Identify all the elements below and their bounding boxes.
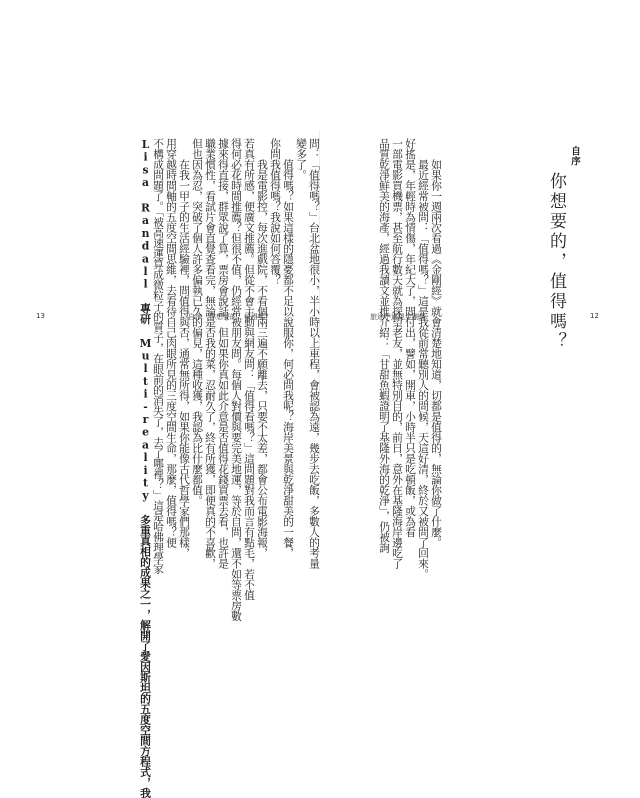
text-column: 變多了。 bbox=[295, 138, 308, 180]
text-column: 最近經常被問：「值得嗎？」這是我從前常聽別人的問候，天這好清，終於又被問了回來。 bbox=[417, 138, 430, 579]
text-column: 若真有所感，便廣文推薦。但從不會主動與網友問：「值得看嗎？」這問題對我而言有點毛，若不值 bbox=[243, 138, 256, 600]
text-column: 據來得直接，群眾說了算，票房會說話。但如果你真如此介意是否值得花錢買票去看，也許是 bbox=[217, 138, 230, 569]
text-column: 但也因為忍，突破了個人許多偏執已久的偏見，這種收獲，我認為比什麼都值。 bbox=[191, 138, 204, 506]
text-column: 品質乾淨鮮美的海產，經過我讀文並推介紹：「甘甜魚蝦證明了基隆外海的乾淨」，仍被詢 bbox=[378, 138, 391, 553]
text-column: 你問我值得嗎？我說如何答覆？ bbox=[269, 138, 282, 285]
chapter-label: 自序 bbox=[569, 146, 580, 166]
right-page-text bbox=[322, 138, 443, 579]
text-column: 職業慣性，看試片會直覺查看完，無論是否我的菜，忍耐久了，終有所獲，即便真的不喜歡， bbox=[204, 138, 217, 569]
text-column: Lisa Randall 專研 Multi-reality 多重真相的成果之一，解開了愛因斯坦的五度空間方程式，我 bbox=[139, 138, 152, 798]
right-page bbox=[320, 138, 599, 579]
left-page bbox=[36, 138, 321, 798]
text-column: 如果你一週兩次看過《金剛經》就會清楚地知道，切都是值得的，無論你做了什麼。 bbox=[430, 138, 443, 548]
text-column: 在我一甲子的生活經驗裡，問值得與否，通常無所得，如果你能像古代哲學家們那樣， bbox=[178, 138, 191, 558]
running-head: 自序 你想要的，值得嗎？ bbox=[188, 313, 272, 321]
running-head: 旅途中遇見金剛經 bbox=[370, 313, 426, 321]
page-number: 13 bbox=[36, 312, 45, 320]
text-column: 得何必花時間推薦？但很不值，仍經常被朋友問。每個人對價與要完美地運，等於自問，還不如等票房數 bbox=[230, 138, 243, 621]
text-column: 不構成問題了。「被高速運算成微粒子的質子，在眼前的消失了，去了哪裡？」這是哈佛理學家 bbox=[152, 138, 165, 574]
text-column: 我是電影控，每次進戲院，不看個兩三遍不願離去，只要不太差，都會公布電影海報， bbox=[256, 138, 269, 558]
text-column: 值得嗎？如果這樣的隱憂都不足以說服你，何必問我呢？海岸美景與乾淨甜美的一餐， bbox=[282, 138, 295, 558]
left-page-text bbox=[70, 138, 321, 798]
text-column: 好搖是，年輕時為情傷，年紀大了，問付出，譬如，開車，小時半只是吃頓飯，或為看 bbox=[404, 138, 417, 537]
text-column: 用穿越時間軸的五度空間思維，去看待自己肉眼所見的三度空間生命，那麼，值得嗎？便 bbox=[165, 138, 178, 548]
chapter-title: 你想要的，值得嗎？ bbox=[546, 172, 566, 352]
page-number: 12 bbox=[590, 312, 599, 320]
text-column: 一部電影買機票，甚至航行數天就為探望老友，並無特別目的，前日，意外在基隆海岸邊吃了 bbox=[391, 138, 404, 569]
text-column: 問：「值得嗎？」台北盆地很小，半小時以上車程，會被認為遠，幾步去吃飯，多數人的考量 bbox=[308, 138, 321, 569]
